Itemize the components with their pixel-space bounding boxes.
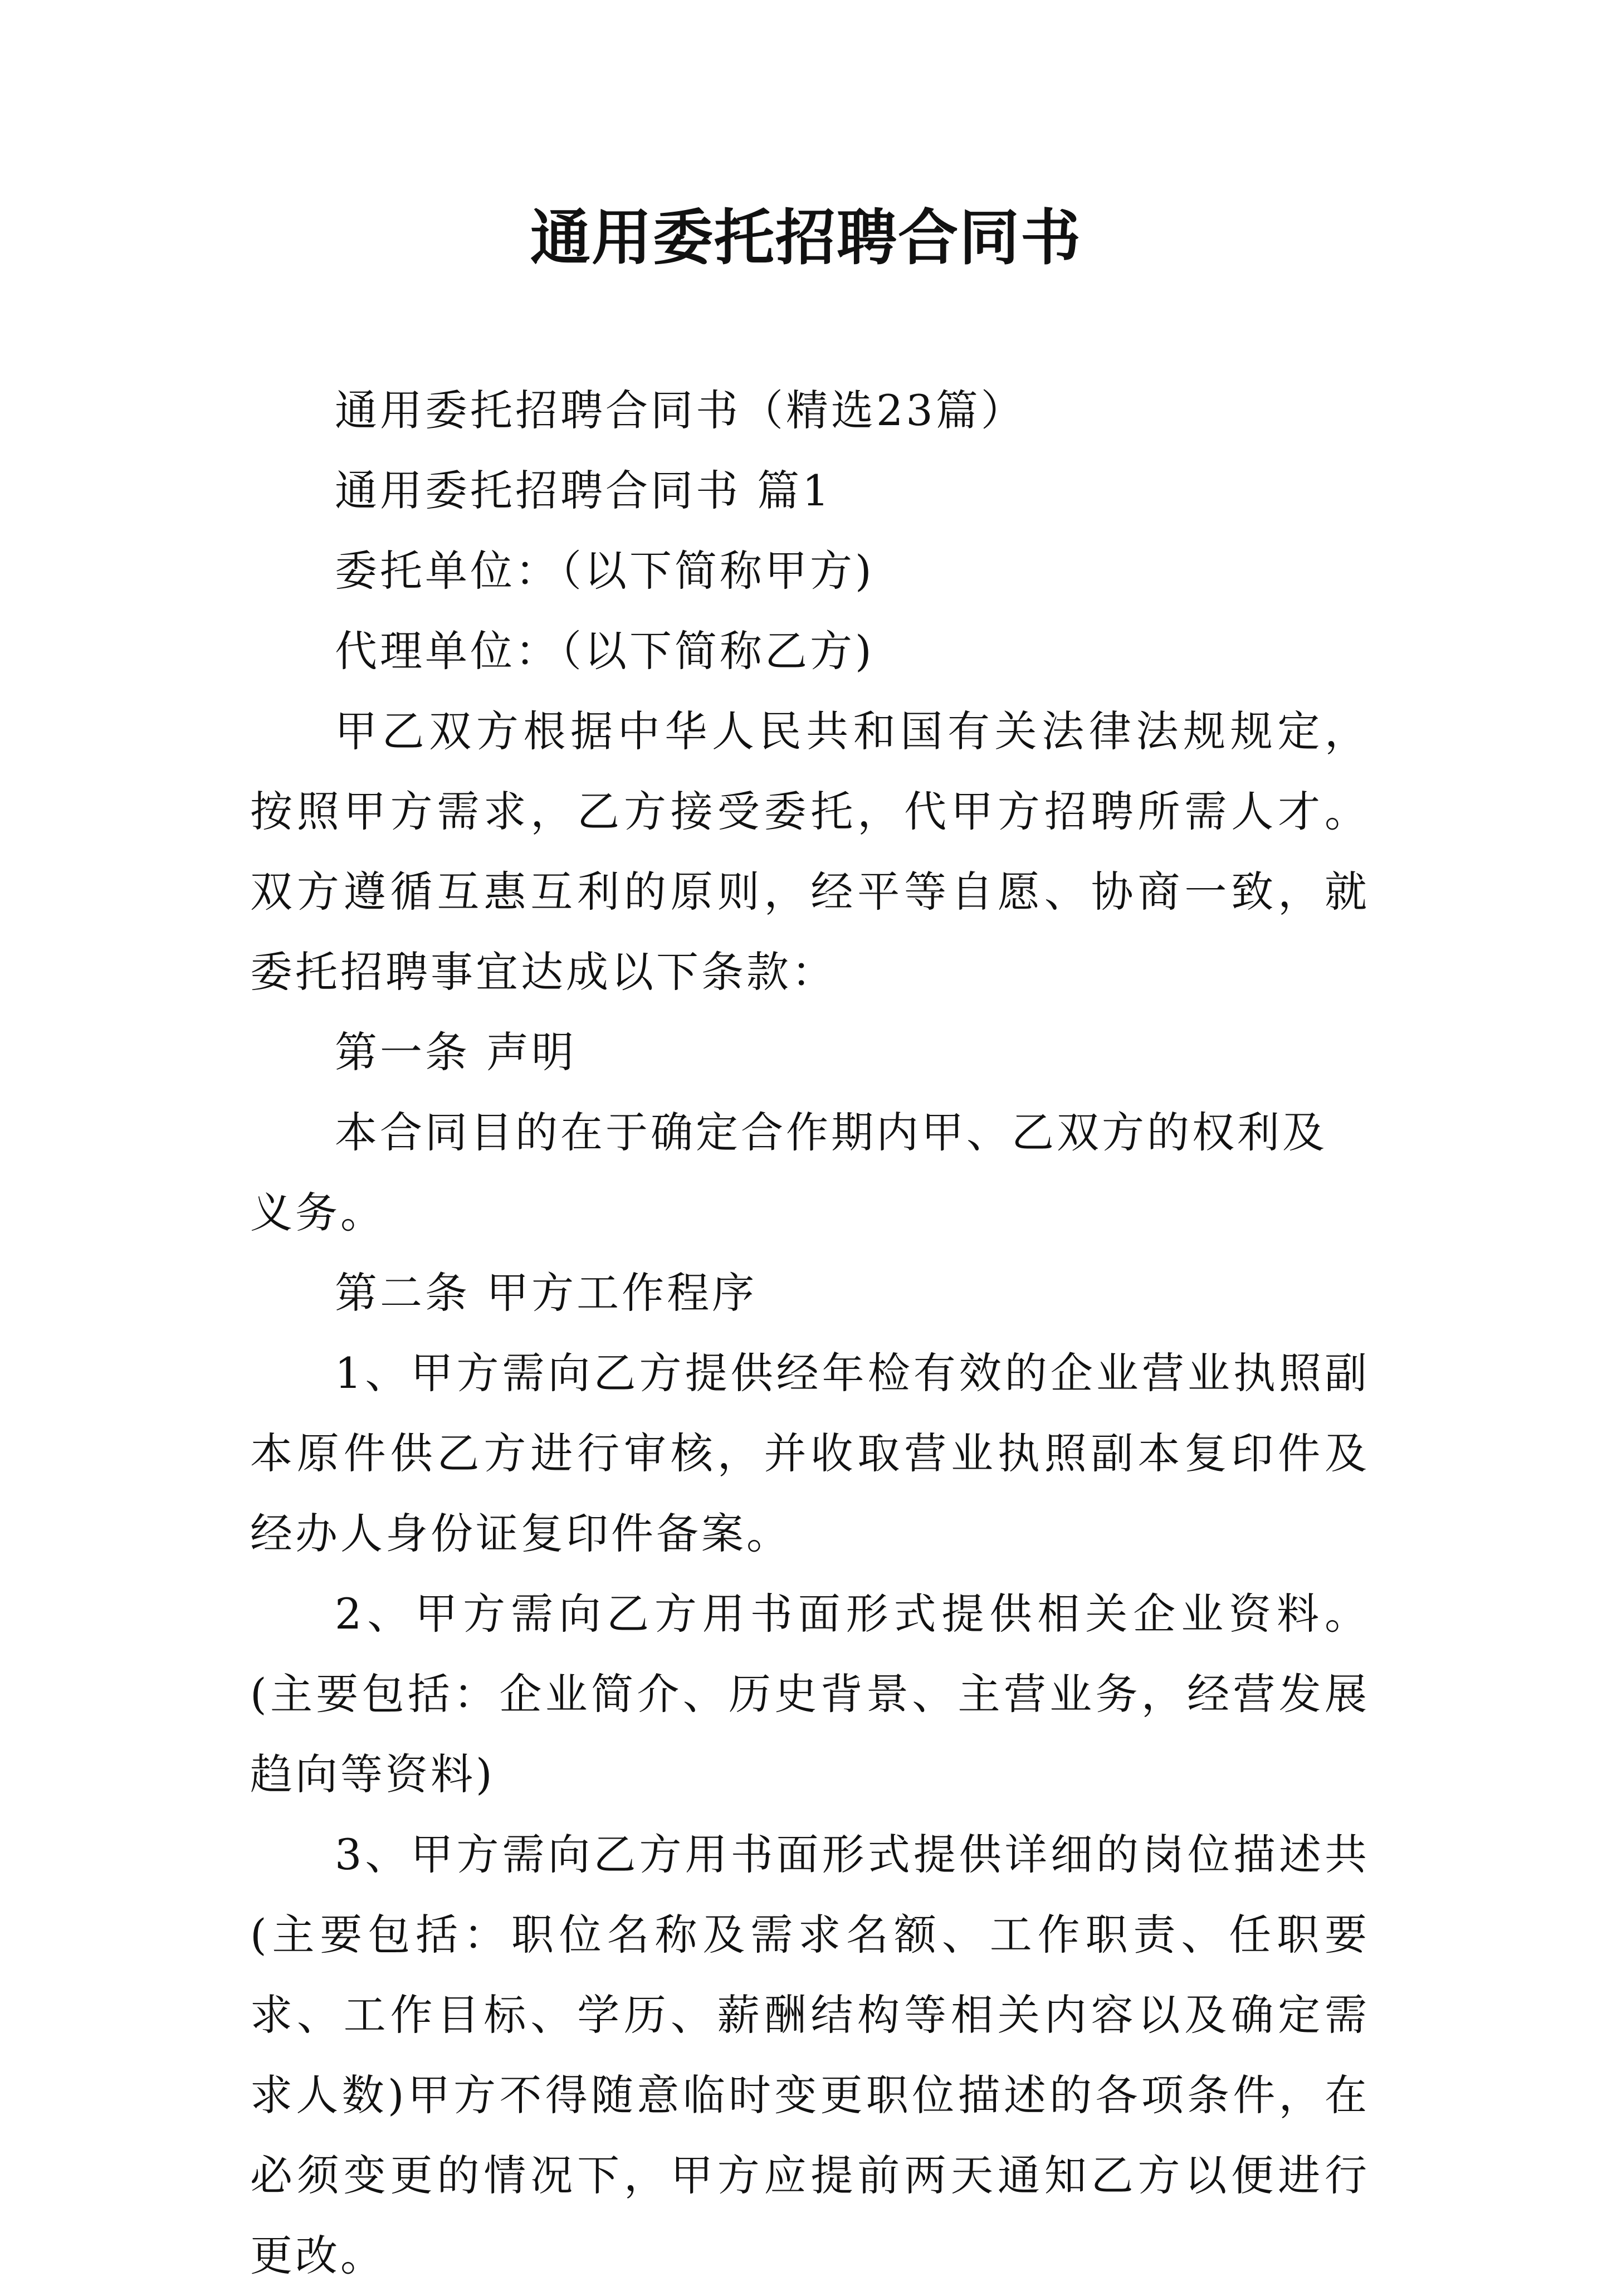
paragraph-agent-party: 代理单位：（以下简称乙方): [335, 626, 875, 676]
document-title: 通用委托招聘合同书: [530, 203, 1082, 273]
paragraph-clause-1: 1、甲方需向乙方提供经年检有效的企业营业执照副本原件供乙方进行审核，并收取营业执照副本复印件及经办人身份证复印件备案。: [250, 1348, 1370, 1558]
paragraph-clause-3: 3、甲方需向乙方用书面形式提供详细的岗位描述共(主要包括：职位名称及需求名额、工作职责、任职要求、工作目标、学历、薪酬结构等相关内容以及确定需求人数)甲方不得随意临时变更职位描述的各项条件，在必须变更的情况下，甲方应提前两天通知乙方以便进行更改。: [250, 1830, 1370, 2280]
document-body: [250, 371, 1370, 2296]
paragraph-article-1-heading: 第一条 声明: [335, 1027, 577, 1077]
paragraph-clause-2: 2、甲方需向乙方用书面形式提供相关企业资料。(主要包括：企业简介、历史背景、主营业务，经营发展趋向等资料): [250, 1589, 1370, 1799]
paragraph-entrusting-party: 委托单位：（以下简称甲方): [335, 546, 875, 596]
paragraph-section-heading: 通用委托招聘合同书 篇1: [335, 466, 832, 515]
paragraph-preamble: 甲乙双方根据中华人民共和国有关法律法规规定，按照甲方需求，乙方接受委托，代甲方招聘所需人才。双方遵循互惠互利的原则，经平等自愿、协商一致，就委托招聘事宜达成以下条款：: [250, 706, 1370, 997]
paragraph-article-2-heading: 第二条 甲方工作程序: [335, 1268, 758, 1318]
paragraph-subtitle: 通用委托招聘合同书（精选23篇）: [335, 386, 1026, 435]
paragraph-article-1-body: 本合同目的在于确定合作期内甲、乙双方的权利及义务。: [250, 1108, 1327, 1237]
